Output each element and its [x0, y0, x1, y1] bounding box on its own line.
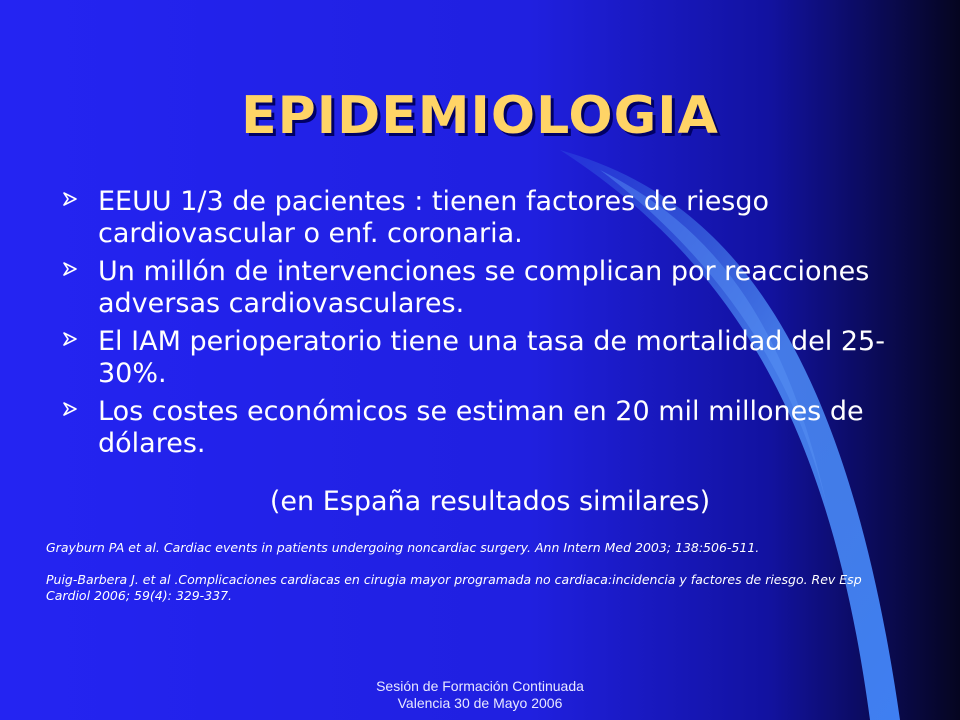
- bullet-text: El IAM perioperatorio tiene una tasa de mortalidad del 25-30%.: [98, 326, 885, 389]
- bullet-item: [60, 186, 940, 250]
- bullet-text: Los costes económicos se estiman en 20 mil millones de dólares.: [98, 396, 864, 459]
- arrowhead-bullet-icon: [62, 191, 78, 207]
- similar-results-note: (en España resultados similares): [269, 486, 711, 517]
- bullet-text: EEUU 1/3 de pacientes : tienen factores de riesgo cardiovascular o enf. coronaria.: [98, 186, 770, 249]
- arrowhead-bullet-icon: [62, 401, 78, 417]
- footer-line-date: Valencia 30 de Mayo 2006: [397, 695, 563, 711]
- slide-title: EPIDEMIOLOGIA: [241, 86, 719, 146]
- slide-footer: [0, 678, 960, 712]
- reference-item: Puig-Barbera J. et al .Complicaciones cardiacas en cirugia mayor programada no cardiaca:incidencia y factores de riesgo. Rev Esp Cardiol 2006; 59(4): 329-337.: [46, 572, 862, 603]
- bullet-text: Un millón de intervenciones se complican por reacciones adversas cardiovasculares.: [98, 256, 870, 319]
- bullet-item: [60, 326, 940, 390]
- arrowhead-bullet-icon: [62, 261, 78, 277]
- references: [46, 540, 876, 620]
- footer-line-session: Sesión de Formación Continuada: [376, 678, 584, 694]
- bullet-list: [60, 186, 940, 466]
- reference-item: Grayburn PA et al. Cardiac events in patients undergoing noncardiac surgery. Ann Intern Med 2003; 138:506-511.: [46, 540, 760, 555]
- bullet-item: [60, 396, 940, 460]
- arrowhead-bullet-icon: [62, 331, 78, 347]
- bullet-item: [60, 256, 940, 320]
